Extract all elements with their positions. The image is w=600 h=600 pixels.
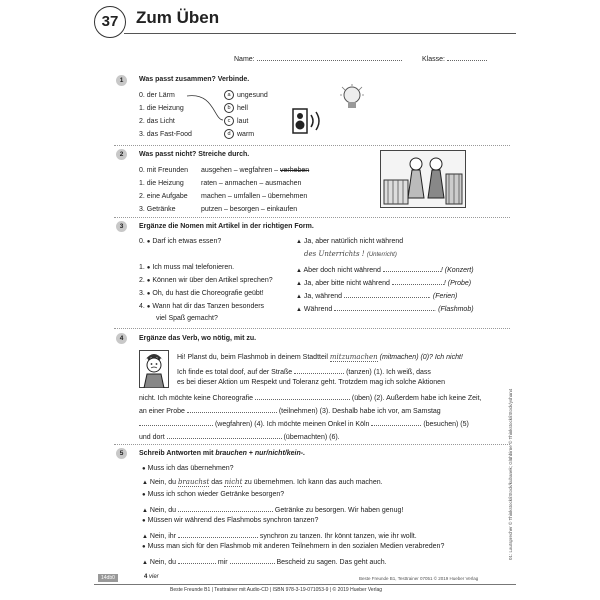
- exercise-1-number: 1: [116, 75, 127, 86]
- ex3-q-4: 4. ● Wann hat dir das Tanzen besonders: [139, 303, 265, 310]
- class-label: Klasse:: [422, 56, 445, 63]
- ex1-right-b[interactable]: b hell: [224, 103, 248, 113]
- ex3-q-0: 0. ● Darf ich etwas essen?: [139, 238, 222, 245]
- image-credits-vertical: 01: Lautsprecher © Thinkstock/iStock/kubanek; Glühbirne © Thinkstock/iStock/yshan4: [508, 388, 513, 560]
- ex3-q-1: 1. ● Ich muss mal telefonieren.: [139, 264, 235, 271]
- ex4-line-5[interactable]: (wegfahren) (4). Ich möchte meinen Onkel in Köln (besuchen) (5): [139, 418, 469, 428]
- ex5-line-7[interactable]: ▲ Nein, du mir Bescheid zu sagen. Das geht auch.: [142, 556, 387, 566]
- ex2-row-0-label: 0. mit Freunden: [139, 167, 189, 174]
- ex2-row-0-words: ausgehen – wegfahren – verheben: [201, 167, 310, 174]
- ex2-row-3-words: putzen – besorgen – einkaufen: [201, 206, 298, 213]
- ex1-right-c[interactable]: c laut: [224, 116, 248, 126]
- ex1-left-3: 3. das Fast-Food: [139, 131, 192, 138]
- ex5-line-3[interactable]: ▲ Nein, du Getränke zu besorgen. Wir haben genug!: [142, 504, 403, 514]
- ex1-right-d[interactable]: d warm: [224, 129, 254, 139]
- exercise-3-instruction: Ergänze die Nomen mit Artikel in der richtigen Form.: [139, 223, 314, 230]
- exercise-3-number: 3: [116, 221, 127, 232]
- ex5-line-1: ▲ Nein, du brauchst das nicht zu übernehmen. Ich kann das auch machen.: [142, 478, 383, 486]
- ex4-line-4[interactable]: an einer Probe (teilnehmen) (3). Deshalb habe ich vor, am Samstag: [139, 405, 441, 415]
- ex4-line-6[interactable]: und dort (übernachten) (6).: [139, 431, 340, 441]
- exercise-2-number: 2: [116, 149, 127, 160]
- ex2-row-1-words: raten – anmachen – ausmachen: [201, 180, 302, 187]
- ex2-struck-word: verheben: [280, 167, 310, 174]
- speaker-icon: [292, 108, 326, 134]
- heater-argument-illustration: [380, 150, 466, 208]
- ex5-line-4: ● Müssen wir während des Flashmobs synchron tanzen?: [142, 517, 319, 524]
- name-label: Name:: [234, 56, 255, 63]
- footer-credit: Beste Freunde B1, Testtrainer 07051 © 2019 Hueber Verlag: [359, 576, 479, 581]
- ex2-row-2-label: 2. eine Aufgabe: [139, 193, 188, 200]
- ex1-connecting-line: [184, 90, 229, 130]
- class-field[interactable]: [422, 53, 487, 63]
- ex4-line-1[interactable]: Ich finde es total doof, auf der Straße (tanzen) (1). Ich weiß, dass: [177, 366, 431, 376]
- footer-rule: [94, 584, 516, 585]
- separator: [114, 328, 510, 329]
- exercise-5-instruction: Schreib Antworten mit brauchen + nur/nicht/kein-.: [139, 450, 306, 457]
- ex1-left-1: 1. die Heizung: [139, 105, 184, 112]
- separator: [114, 217, 510, 218]
- footer-isbn-line: Beste Freunde B1 | Testtrainer mit Audio-CD | ISBN 978-3-19-071053-9 | © 2019 Hueber Verlag: [170, 587, 383, 593]
- exercise-5-number: 5: [116, 448, 127, 459]
- ex4-line-0: Hi! Planst du, beim Flashmob in deinem Stadtteil mitzumachen (mitmachen) (0)? Ich nicht!: [177, 353, 463, 361]
- ex3-a-3[interactable]: ▲ Ja, während . (Ferien): [296, 290, 457, 300]
- ex5-line-6: ● Muss man sich für den Flashmob mit anderen Teilnehmern in den sozialen Medien verabreden?: [142, 543, 445, 550]
- ex1-left-2: 2. das Licht: [139, 118, 175, 125]
- ex3-a-0: ▲ Ja, aber natürlich nicht während: [296, 238, 404, 245]
- exercise-4-instruction: Ergänze das Verb, wo nötig, mit zu.: [139, 335, 257, 342]
- ex3-example-answer: des Unterrichts ! (Unterricht): [304, 250, 397, 258]
- ex3-q-3: 3. ● Oh, du hast die Choreografie geübt!: [139, 290, 264, 297]
- exercise-1-instruction: Was passt zusammen? Verbinde.: [139, 76, 250, 83]
- ex5-line-2: ● Muss ich schon wieder Getränke besorgen?: [142, 491, 285, 498]
- header-rule: [124, 33, 516, 34]
- worksheet-page: [84, 0, 516, 600]
- ex5-line-0: ● Muss ich das übernehmen?: [142, 465, 234, 472]
- exercise-2-instruction: Was passt nicht? Streiche durch.: [139, 151, 250, 158]
- ex2-row-1-label: 1. die Heizung: [139, 180, 184, 187]
- ex3-a-4[interactable]: ▲ Während . (Flashmob): [296, 303, 474, 313]
- boy-portrait-illustration: [139, 350, 169, 388]
- separator: [114, 444, 510, 445]
- ex4-line-3[interactable]: nicht. Ich möchte keine Choreografie (üben) (2). Außerdem habe ich keine Zeit,: [139, 392, 481, 402]
- exercise-4-number: 4: [116, 333, 127, 344]
- ex3-a-1[interactable]: ▲ Aber doch nicht während ! (Konzert): [296, 264, 474, 274]
- separator: [114, 145, 510, 146]
- ex3-q-4-cont: viel Spaß gemacht?: [156, 315, 218, 322]
- ex5-line-5[interactable]: ▲ Nein, ihr synchron zu tanzen. Ihr könnt tanzen, wie ihr wollt.: [142, 530, 417, 540]
- footer-badge: 14db0: [98, 574, 118, 582]
- ex4-handwritten-answer: mitzumachen: [329, 353, 378, 361]
- ex1-left-0: 0. der Lärm: [139, 92, 175, 99]
- ex3-q-2: 2. ● Können wir über den Artikel sprechen?: [139, 277, 273, 284]
- name-field[interactable]: [234, 53, 402, 63]
- ex3-a-2[interactable]: ▲ Ja, aber bitte nicht während ! (Probe): [296, 277, 471, 287]
- ex2-row-3-label: 3. Getränke: [139, 206, 176, 213]
- page-title: Zum Üben: [136, 8, 220, 27]
- ex1-right-a[interactable]: a ungesund: [224, 90, 268, 100]
- ex2-row-2-words: machen – umfallen – übernehmen: [201, 193, 308, 200]
- ex4-line-2: es bei dieser Aktion um Respekt und Toleranz geht. Trotzdem mag ich solche Aktionen: [177, 379, 445, 386]
- unit-number-badge: 37: [94, 6, 126, 38]
- light-bulb-icon: [338, 84, 366, 114]
- page-number: 4 vier: [144, 574, 159, 580]
